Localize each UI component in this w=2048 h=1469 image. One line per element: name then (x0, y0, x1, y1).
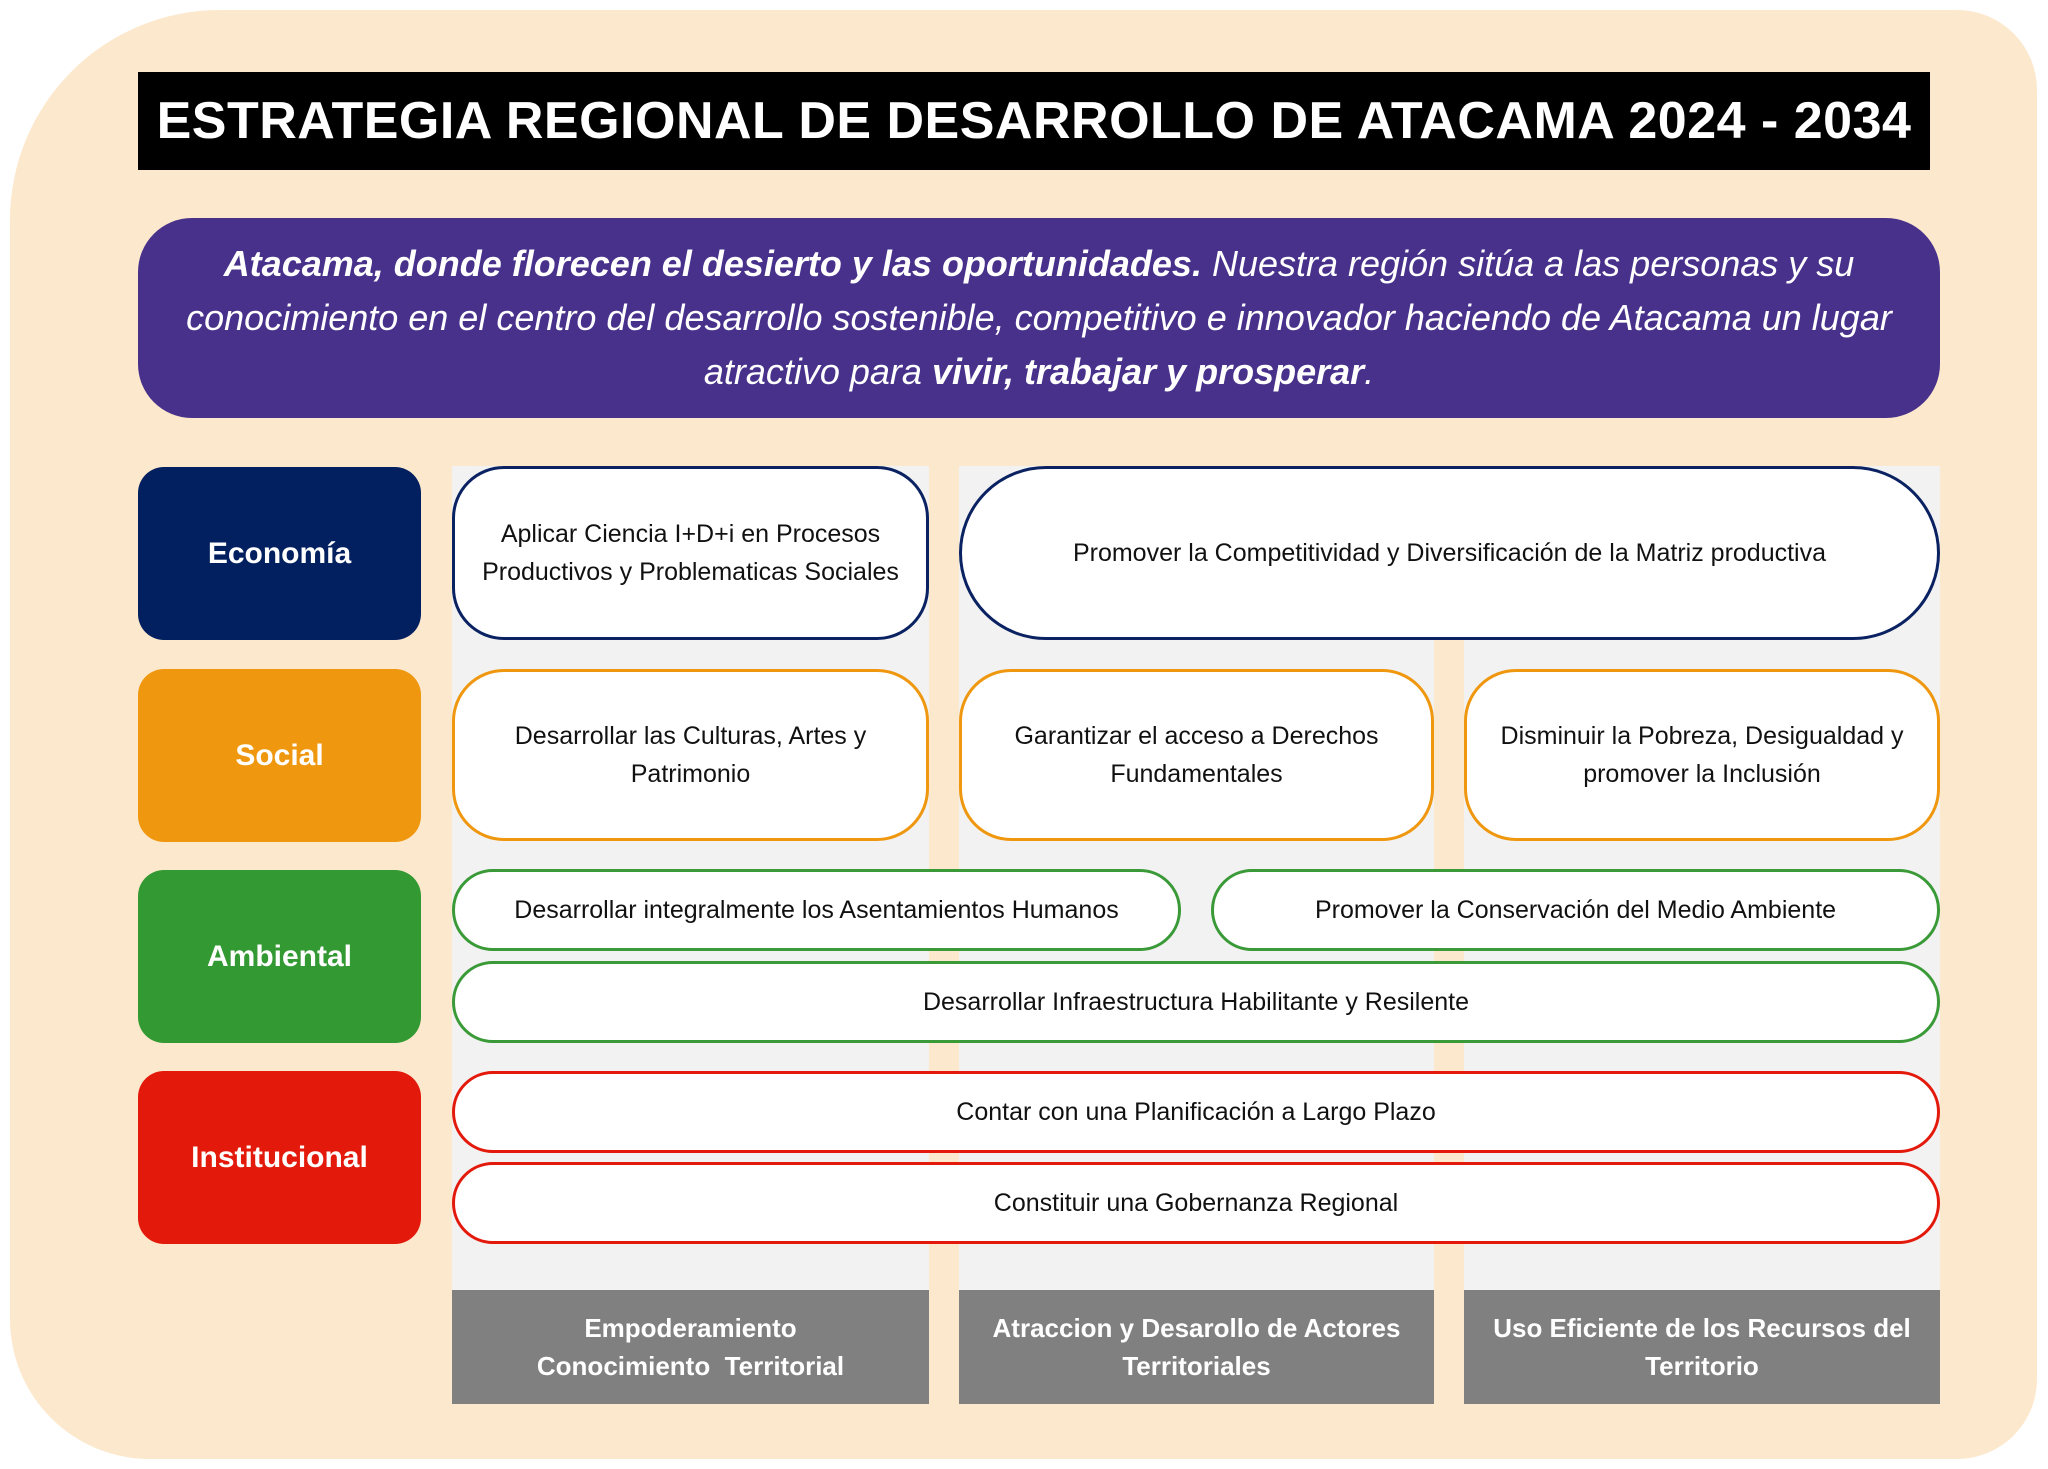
category-ambiental: Ambiental (138, 870, 421, 1043)
page-title: ESTRATEGIA REGIONAL DE DESARROLLO DE ATACAMA 2024 - 2034 (138, 72, 1930, 170)
pillar-empoderamiento (452, 1290, 929, 1404)
pillar-label: Atraccion y Desarollo de Actores Territoriales (992, 1313, 1401, 1381)
vision-intro: Atacama, donde florecen el desierto y las oportunidades. (223, 243, 1202, 284)
objective-pobreza: Disminuir la Pobreza, Desigualdad y promover la Inclusión (1464, 669, 1940, 841)
objective-medio-ambiente: Promover la Conservación del Medio Ambiente (1211, 869, 1940, 951)
objective-culturas: Desarrollar las Culturas, Artes y Patrimonio (452, 669, 929, 841)
objective-asentamientos: Desarrollar integralmente los Asentamientos Humanos (452, 869, 1181, 951)
vision-end: . (1364, 351, 1375, 392)
category-social: Social (138, 669, 421, 842)
objective-planificacion: Contar con una Planificación a Largo Plazo (452, 1071, 1940, 1153)
objective-ciencia: Aplicar Ciencia I+D+i en Procesos Productivos y Problematicas Sociales (452, 466, 929, 640)
pillar-label: Uso Eficiente de los Recursos del Territorio (1493, 1313, 1911, 1381)
objective-infraestructura: Desarrollar Infraestructura Habilitante y Resilente (452, 961, 1940, 1043)
objective-gobernanza: Constituir una Gobernanza Regional (452, 1162, 1940, 1244)
pillar-label: Empoderamiento Conocimiento Territorial (536, 1313, 845, 1381)
category-institucional: Institucional (138, 1071, 421, 1244)
vision-highlight: vivir, trabajar y prosperar (931, 351, 1365, 392)
vision-statement (138, 218, 1940, 418)
vision-text: Nuestra región sitúa a las personas y su conocimiento en el centro del desarrollo sostenible, competitivo e innovador haciendo de Atacama un lugar atractivo para (186, 243, 1892, 392)
objective-derechos: Garantizar el acceso a Derechos Fundamentales (959, 669, 1434, 841)
objective-competitividad: Promover la Competitividad y Diversificación de la Matriz productiva (959, 466, 1940, 640)
pillar-uso-eficiente (1464, 1290, 1940, 1404)
pillar-atraccion (959, 1290, 1434, 1404)
category-economia: Economía (138, 467, 421, 640)
